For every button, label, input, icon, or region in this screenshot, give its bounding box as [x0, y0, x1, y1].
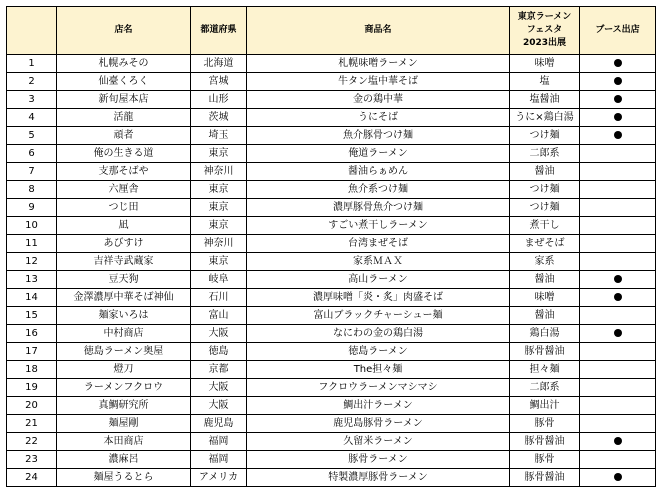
- ramen-shop-table: [6, 6, 656, 487]
- row-product-cell: 徳島ラーメン: [247, 343, 510, 361]
- row-product-cell: フクロウラーメンマシマシ: [247, 379, 510, 397]
- header-prefecture: 都道府県: [191, 7, 247, 55]
- row-shop-cell: 燈刀: [57, 361, 191, 379]
- row-product-cell: 牛タン塩中華そば: [247, 73, 510, 91]
- row-festa-cell: 醤油: [510, 307, 580, 325]
- row-shop-cell: 頑者: [57, 127, 191, 145]
- row-no-cell: 5: [7, 127, 57, 145]
- table-row: [7, 145, 656, 163]
- header-product-name: 商品名: [247, 7, 510, 55]
- row-shop-cell: 仙臺くろく: [57, 73, 191, 91]
- row-festa-cell: 豚骨醤油: [510, 433, 580, 451]
- booth-dot-icon: [614, 131, 622, 139]
- row-booth-cell: [580, 343, 656, 361]
- row-shop-cell: 六厘舎: [57, 181, 191, 199]
- header-festa-line1: 東京ラーメン: [517, 12, 572, 22]
- row-prefecture-cell: 大阪: [191, 325, 247, 343]
- row-no-cell: 12: [7, 253, 57, 271]
- row-product-cell: 濃厚味噌「炎・炙」肉盛そば: [247, 289, 510, 307]
- table-row: [7, 289, 656, 307]
- row-booth-cell: [580, 451, 656, 469]
- row-shop-cell: 濃麻呂: [57, 451, 191, 469]
- row-no-cell: 23: [7, 451, 57, 469]
- row-no-cell: 8: [7, 181, 57, 199]
- booth-dot-icon: [614, 437, 622, 445]
- booth-dot-icon: [614, 473, 622, 481]
- table-row: [7, 379, 656, 397]
- row-booth-cell: [580, 469, 656, 487]
- table-row: [7, 181, 656, 199]
- row-no-cell: 9: [7, 199, 57, 217]
- table-header-row: [7, 7, 656, 55]
- row-booth-cell: [580, 127, 656, 145]
- table-row: [7, 433, 656, 451]
- row-no-cell: 11: [7, 235, 57, 253]
- row-product-cell: 鹿児島豚骨ラーメン: [247, 415, 510, 433]
- row-no-cell: 13: [7, 271, 57, 289]
- row-prefecture-cell: 石川: [191, 289, 247, 307]
- row-no-cell: 22: [7, 433, 57, 451]
- row-product-cell: 魚介系つけ麺: [247, 181, 510, 199]
- row-prefecture-cell: 茨城: [191, 109, 247, 127]
- row-booth-cell: [580, 271, 656, 289]
- row-prefecture-cell: 北海道: [191, 55, 247, 73]
- booth-dot-icon: [614, 59, 622, 67]
- row-product-cell: うにそば: [247, 109, 510, 127]
- row-prefecture-cell: 東京: [191, 145, 247, 163]
- row-no-cell: 3: [7, 91, 57, 109]
- row-shop-cell: あびすけ: [57, 235, 191, 253]
- row-product-cell: 富山ブラックチャーシュー麺: [247, 307, 510, 325]
- row-prefecture-cell: 大阪: [191, 379, 247, 397]
- row-prefecture-cell: 東京: [191, 181, 247, 199]
- row-no-cell: 1: [7, 55, 57, 73]
- row-booth-cell: [580, 55, 656, 73]
- header-festa-line2: フェスタ: [526, 25, 563, 35]
- row-product-cell: 家系ＭＡＸ: [247, 253, 510, 271]
- row-no-cell: 20: [7, 397, 57, 415]
- row-prefecture-cell: 東京: [191, 253, 247, 271]
- row-booth-cell: [580, 325, 656, 343]
- row-product-cell: 醤油らぁめん: [247, 163, 510, 181]
- booth-dot-icon: [614, 77, 622, 85]
- booth-dot-icon: [614, 329, 622, 337]
- row-shop-cell: 新旬屋本店: [57, 91, 191, 109]
- table-row: [7, 163, 656, 181]
- table-row: [7, 325, 656, 343]
- row-festa-cell: 家系: [510, 253, 580, 271]
- row-booth-cell: [580, 199, 656, 217]
- row-festa-cell: 豚骨: [510, 415, 580, 433]
- row-festa-cell: 豚骨: [510, 451, 580, 469]
- header-no: [7, 7, 57, 55]
- row-booth-cell: [580, 307, 656, 325]
- row-product-cell: 久留米ラーメン: [247, 433, 510, 451]
- row-festa-cell: 醤油: [510, 163, 580, 181]
- table-row: [7, 253, 656, 271]
- row-shop-cell: 真鯛研究所: [57, 397, 191, 415]
- table-row: [7, 397, 656, 415]
- row-shop-cell: 豆天狗: [57, 271, 191, 289]
- row-product-cell: 札幌味噌ラーメン: [247, 55, 510, 73]
- table-row: [7, 271, 656, 289]
- header-festa-line3: 2023出展: [522, 38, 567, 48]
- table-row: [7, 361, 656, 379]
- table-row: [7, 91, 656, 109]
- row-prefecture-cell: 宮城: [191, 73, 247, 91]
- row-booth-cell: [580, 217, 656, 235]
- row-product-cell: 鯛出汁ラーメン: [247, 397, 510, 415]
- row-shop-cell: ラーメンフクロウ: [57, 379, 191, 397]
- row-prefecture-cell: 富山: [191, 307, 247, 325]
- row-shop-cell: 活龍: [57, 109, 191, 127]
- row-prefecture-cell: 京都: [191, 361, 247, 379]
- row-no-cell: 21: [7, 415, 57, 433]
- row-prefecture-cell: アメリカ: [191, 469, 247, 487]
- row-festa-cell: 鶏白湯: [510, 325, 580, 343]
- table-row: [7, 73, 656, 91]
- row-product-cell: 濃厚豚骨魚介つけ麺: [247, 199, 510, 217]
- header-shop-name: 店名: [57, 7, 191, 55]
- row-booth-cell: [580, 91, 656, 109]
- row-prefecture-cell: 岐阜: [191, 271, 247, 289]
- row-booth-cell: [580, 181, 656, 199]
- row-product-cell: 台湾まぜそば: [247, 235, 510, 253]
- booth-dot-icon: [614, 293, 622, 301]
- row-shop-cell: 金澤濃厚中華そば神仙: [57, 289, 191, 307]
- row-festa-cell: まぜそば: [510, 235, 580, 253]
- row-shop-cell: 麺家いろは: [57, 307, 191, 325]
- row-festa-cell: つけ麺: [510, 127, 580, 145]
- row-product-cell: The担々麺: [247, 361, 510, 379]
- row-product-cell: 俺道ラーメン: [247, 145, 510, 163]
- row-shop-cell: つじ田: [57, 199, 191, 217]
- row-shop-cell: 支那そばや: [57, 163, 191, 181]
- row-no-cell: 17: [7, 343, 57, 361]
- row-booth-cell: [580, 145, 656, 163]
- row-no-cell: 4: [7, 109, 57, 127]
- row-prefecture-cell: 福岡: [191, 451, 247, 469]
- row-no-cell: 18: [7, 361, 57, 379]
- table-row: [7, 109, 656, 127]
- row-no-cell: 24: [7, 469, 57, 487]
- row-festa-cell: 醤油: [510, 271, 580, 289]
- row-shop-cell: 麺屋剛: [57, 415, 191, 433]
- row-festa-cell: 味噌: [510, 289, 580, 307]
- row-prefecture-cell: 神奈川: [191, 163, 247, 181]
- row-product-cell: 金の鶏中華: [247, 91, 510, 109]
- row-shop-cell: 吉祥寺武蔵家: [57, 253, 191, 271]
- table-row: [7, 343, 656, 361]
- row-product-cell: 豚骨ラーメン: [247, 451, 510, 469]
- row-no-cell: 16: [7, 325, 57, 343]
- row-festa-cell: 味噌: [510, 55, 580, 73]
- row-prefecture-cell: 山形: [191, 91, 247, 109]
- row-festa-cell: うに×鶏白湯: [510, 109, 580, 127]
- row-festa-cell: つけ麺: [510, 199, 580, 217]
- row-prefecture-cell: 埼玉: [191, 127, 247, 145]
- row-product-cell: 高山ラーメン: [247, 271, 510, 289]
- row-festa-cell: 二郎系: [510, 145, 580, 163]
- row-festa-cell: 塩醤油: [510, 91, 580, 109]
- row-booth-cell: [580, 73, 656, 91]
- row-booth-cell: [580, 361, 656, 379]
- row-booth-cell: [580, 253, 656, 271]
- table-row: [7, 55, 656, 73]
- row-festa-cell: 塩: [510, 73, 580, 91]
- row-booth-cell: [580, 397, 656, 415]
- row-booth-cell: [580, 379, 656, 397]
- booth-dot-icon: [614, 95, 622, 103]
- row-booth-cell: [580, 109, 656, 127]
- row-no-cell: 15: [7, 307, 57, 325]
- row-shop-cell: 俺の生きる道: [57, 145, 191, 163]
- row-prefecture-cell: 徳島: [191, 343, 247, 361]
- row-no-cell: 14: [7, 289, 57, 307]
- booth-dot-icon: [614, 113, 622, 121]
- row-prefecture-cell: 東京: [191, 217, 247, 235]
- row-booth-cell: [580, 433, 656, 451]
- table-row: [7, 217, 656, 235]
- row-shop-cell: 凪: [57, 217, 191, 235]
- header-booth: ブース出店: [580, 7, 656, 55]
- row-product-cell: 特製濃厚豚骨ラーメン: [247, 469, 510, 487]
- row-prefecture-cell: 鹿児島: [191, 415, 247, 433]
- table-row: [7, 127, 656, 145]
- table-row: [7, 307, 656, 325]
- table-row: [7, 469, 656, 487]
- row-festa-cell: 鯛出汁: [510, 397, 580, 415]
- row-prefecture-cell: 大阪: [191, 397, 247, 415]
- row-product-cell: 魚介豚骨つけ麺: [247, 127, 510, 145]
- row-no-cell: 2: [7, 73, 57, 91]
- row-shop-cell: 中村商店: [57, 325, 191, 343]
- header-tokyo-ramen-festa: [510, 7, 580, 55]
- table-row: [7, 199, 656, 217]
- row-no-cell: 6: [7, 145, 57, 163]
- table-body: [7, 55, 656, 487]
- row-festa-cell: つけ麺: [510, 181, 580, 199]
- row-booth-cell: [580, 415, 656, 433]
- row-shop-cell: 本田商店: [57, 433, 191, 451]
- row-prefecture-cell: 東京: [191, 199, 247, 217]
- row-no-cell: 7: [7, 163, 57, 181]
- row-product-cell: なにわの金の鶏白湯: [247, 325, 510, 343]
- row-shop-cell: 徳島ラーメン奥屋: [57, 343, 191, 361]
- row-prefecture-cell: 福岡: [191, 433, 247, 451]
- row-festa-cell: 二郎系: [510, 379, 580, 397]
- row-prefecture-cell: 神奈川: [191, 235, 247, 253]
- table-row: [7, 235, 656, 253]
- row-shop-cell: 札幌みその: [57, 55, 191, 73]
- row-shop-cell: 麺屋うるとら: [57, 469, 191, 487]
- booth-dot-icon: [614, 275, 622, 283]
- row-festa-cell: 豚骨醤油: [510, 469, 580, 487]
- row-festa-cell: 豚骨醤油: [510, 343, 580, 361]
- row-booth-cell: [580, 163, 656, 181]
- row-festa-cell: 担々麺: [510, 361, 580, 379]
- table-row: [7, 415, 656, 433]
- row-product-cell: すごい煮干しラーメン: [247, 217, 510, 235]
- row-booth-cell: [580, 289, 656, 307]
- row-festa-cell: 煮干し: [510, 217, 580, 235]
- row-booth-cell: [580, 235, 656, 253]
- row-no-cell: 10: [7, 217, 57, 235]
- ramen-table-container: [6, 6, 656, 487]
- row-no-cell: 19: [7, 379, 57, 397]
- table-row: [7, 451, 656, 469]
